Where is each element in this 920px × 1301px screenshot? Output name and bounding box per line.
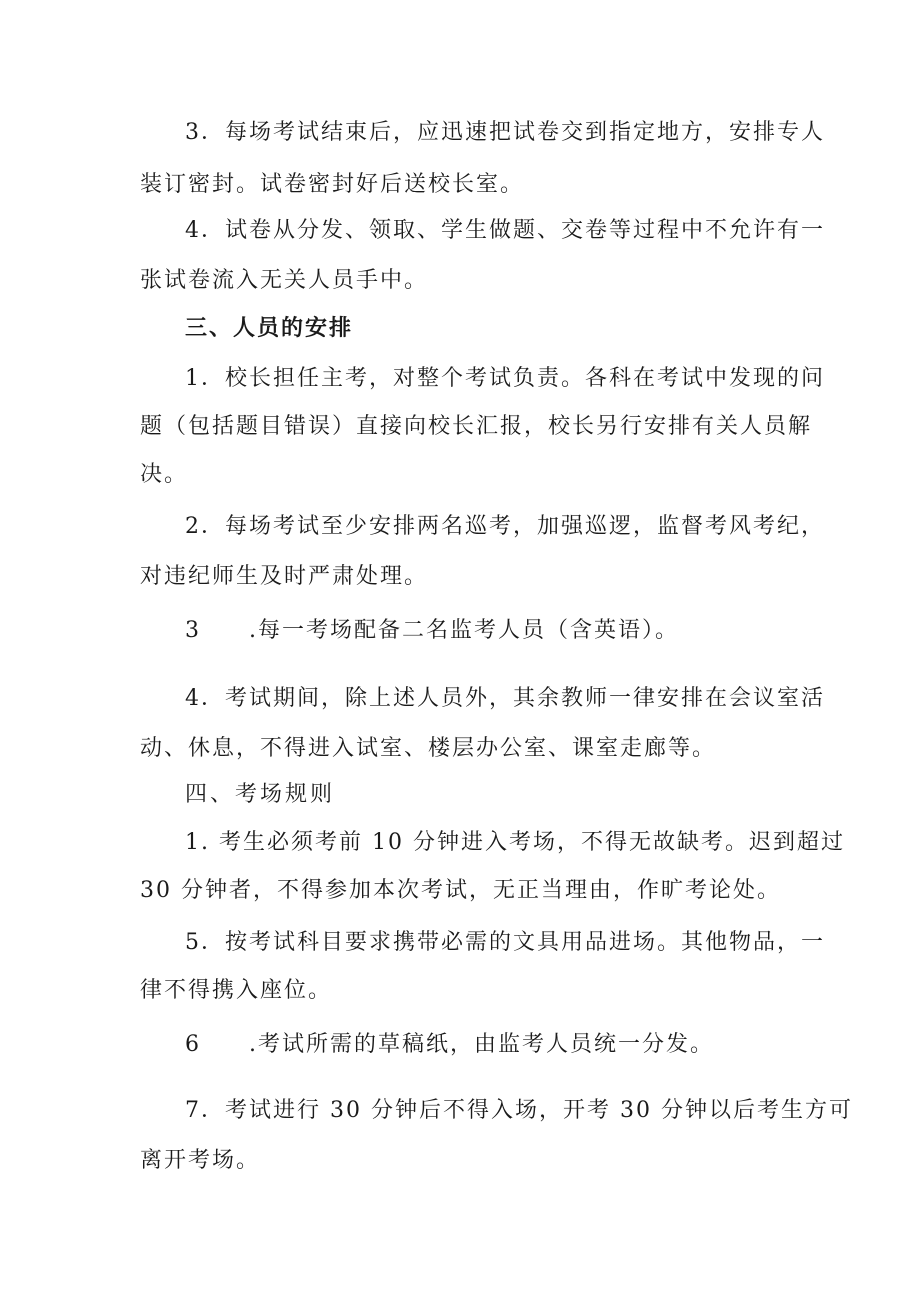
section-heading-exam-rules: 四、考场规则 — [185, 782, 336, 807]
rule-item-5-line-1: 5．按考试科目要求携带必需的文具用品进场。其他物品，一 — [185, 930, 825, 955]
personnel-item-4-line-2: 动、休息，不得进入试室、楼层办公室、课室走廊等。 — [140, 736, 717, 761]
personnel-item-1-line-3: 决。 — [140, 462, 189, 487]
personnel-item-1-line-2: 题（包括题目错误）直接向校长汇报，校长另行安排有关人员解 — [140, 414, 813, 439]
rule-item-7-line-2: 离开考场。 — [140, 1148, 261, 1173]
paragraph-4-line-1: 4．试卷从分发、领取、学生做题、交卷等过程中不允许有一 — [185, 218, 825, 243]
section-heading-personnel: 三、人员的安排 — [185, 316, 354, 341]
personnel-item-3: 3 .每一考场配备二名监考人员（含英语）。 — [185, 618, 679, 643]
paragraph-4-line-2: 张试卷流入无关人员手中。 — [140, 268, 429, 293]
personnel-item-4-line-1: 4．考试期间，除上述人员外，其余教师一律安排在会议室活 — [185, 686, 825, 711]
rule-item-5-line-2: 律不得携入座位。 — [140, 978, 333, 1003]
rule-item-7-line-1: 7．考试进行 30 分钟后不得入场，开考 30 分钟以后考生方可 — [185, 1098, 853, 1123]
personnel-item-2-line-1: 2．每场考试至少安排两名巡考，加强巡逻，监督考风考纪， — [185, 514, 825, 539]
paragraph-3-line-1: 3．每场考试结束后，应迅速把试卷交到指定地方，安排专人 — [185, 120, 825, 145]
rule-item-1-line-1: 1. 考生必须考前 10 分钟进入考场，不得无故缺考。迟到超过 — [185, 830, 845, 855]
personnel-item-2-line-2: 对违纪师生及时严肃处理。 — [140, 564, 429, 589]
personnel-item-1-line-1: 1．校长担任主考，对整个考试负责。各科在考试中发现的问 — [185, 366, 825, 391]
paragraph-3-line-2: 装订密封。试卷密封好后送校长室。 — [140, 172, 525, 197]
rule-item-1-line-2: 30 分钟者，不得参加本次考试，无正当理由，作旷考论处。 — [140, 878, 781, 903]
rule-item-6: 6 .考试所需的草稿纸，由监考人员统一分发。 — [185, 1032, 714, 1057]
